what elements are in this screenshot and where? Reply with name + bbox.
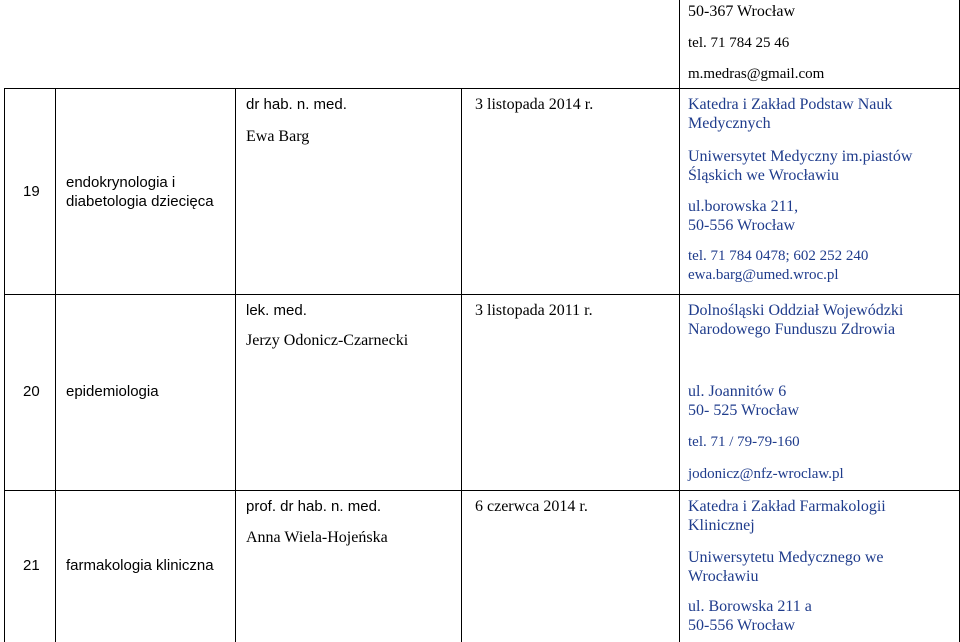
city-address: 50-556 Wrocław xyxy=(688,617,796,634)
top-phone: tel. 71 784 25 46 xyxy=(688,35,790,51)
institution-line: Katedra i Zakład Podstaw Nauk xyxy=(688,96,893,113)
university-line: Uniwersytetu Medycznego we xyxy=(688,549,884,566)
grid-line xyxy=(235,88,236,642)
institution-line: Katedra i Zakład Farmakologii xyxy=(688,498,886,515)
city-address: 50-556 Wrocław xyxy=(688,217,796,234)
university-line: Wrocławiu xyxy=(688,568,759,585)
grid-line xyxy=(4,88,960,89)
row-number: 19 xyxy=(23,183,40,200)
grid-line xyxy=(4,88,5,642)
doctor-title: dr hab. n. med. xyxy=(246,96,347,113)
institution-line: Medycznych xyxy=(688,115,771,132)
grid-line xyxy=(461,88,462,642)
doctor-title: prof. dr hab. n. med. xyxy=(246,498,382,515)
grid-line xyxy=(4,490,960,491)
appointment-date: 3 listopada 2014 r. xyxy=(475,96,594,113)
grid-line xyxy=(4,294,960,295)
doctor-title: lek. med. xyxy=(246,302,307,319)
email: jodonicz@nfz-wroclaw.pl xyxy=(688,466,844,482)
phone: tel. 71 / 79-79-160 xyxy=(688,434,800,450)
row-number: 20 xyxy=(23,383,40,400)
specialty-line: endokrynologia i xyxy=(66,174,176,191)
doctor-name: Ewa Barg xyxy=(246,128,310,145)
appointment-date: 3 listopada 2011 r. xyxy=(475,302,593,319)
appointment-date: 6 czerwca 2014 r. xyxy=(475,498,588,515)
grid-line xyxy=(679,0,680,642)
street-address: ul. Borowska 211 a xyxy=(688,598,812,615)
specialty-line: epidemiologia xyxy=(66,383,159,400)
university-line: Śląskich we Wrocławiu xyxy=(688,167,840,184)
university-line: Uniwersytet Medyczny im.piastów xyxy=(688,148,913,165)
specialty-line: farmakologia kliniczna xyxy=(66,557,214,574)
institution-line: Narodowego Funduszu Zdrowia xyxy=(688,321,896,338)
email: ewa.barg@umed.wroc.pl xyxy=(688,267,839,283)
doctor-name: Jerzy Odonicz-Czarnecki xyxy=(246,332,409,349)
institution-line: Klinicznej xyxy=(688,517,755,534)
doctor-name: Anna Wiela-Hojeńska xyxy=(246,529,388,546)
grid-line xyxy=(55,88,56,642)
top-email: m.medras@gmail.com xyxy=(688,66,825,82)
row-number: 21 xyxy=(23,557,40,574)
top-city: 50-367 Wrocław xyxy=(688,3,796,20)
phone: tel. 71 784 0478; 602 252 240 xyxy=(688,248,869,264)
city-address: 50- 525 Wrocław xyxy=(688,402,800,419)
street-address: ul.borowska 211, xyxy=(688,198,799,215)
institution-line: Dolnośląski Oddział Wojewódzki xyxy=(688,302,904,319)
street-address: ul. Joannitów 6 xyxy=(688,383,787,400)
specialty-line: diabetologia dziecięca xyxy=(66,193,214,210)
